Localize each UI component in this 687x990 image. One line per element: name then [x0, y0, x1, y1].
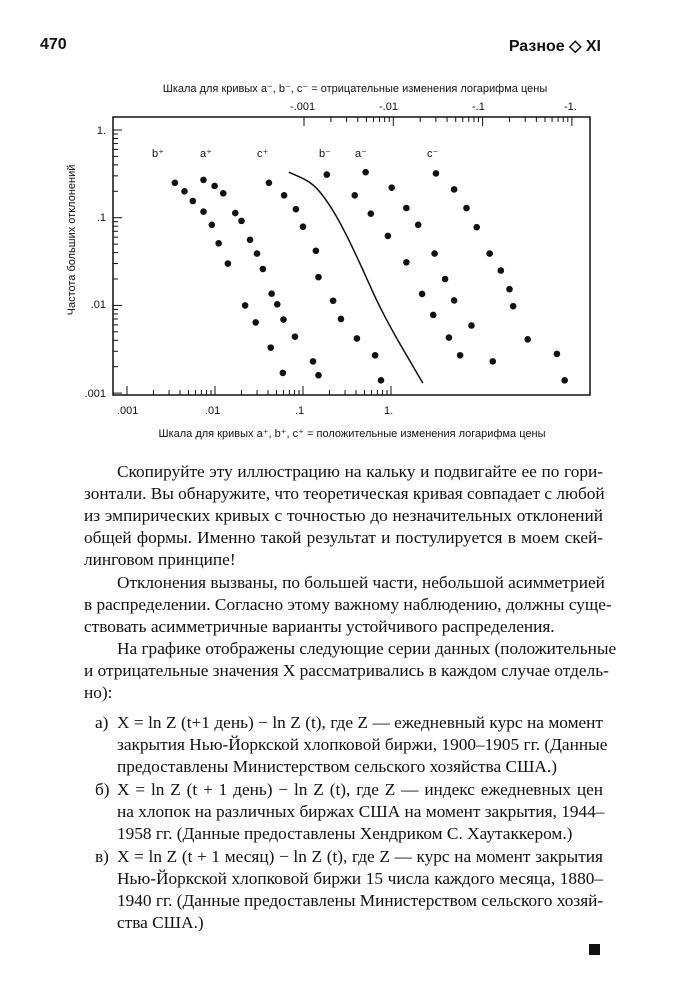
body-text-line: зонтали. Вы обнаружите, что теоретическая кривая совпадает с любой — [84, 484, 605, 503]
data-point-c- — [510, 303, 517, 310]
body-text-line: На графике отображены следующие серии данных (положительные — [117, 639, 617, 658]
data-point-b+ — [209, 221, 216, 228]
data-point-c- — [473, 224, 480, 231]
data-point-a- — [403, 205, 410, 212]
data-point-b+ — [172, 180, 179, 187]
data-point-a+ — [232, 210, 239, 217]
data-point-a+ — [268, 290, 275, 297]
list-item-marker: в) — [95, 847, 109, 866]
data-point-b+ — [225, 260, 232, 267]
series-label-b+: b⁺ — [152, 148, 164, 160]
data-point-c- — [486, 250, 493, 257]
chart-y-axis-label: Частота больших отклонений — [66, 164, 78, 316]
data-point-a- — [388, 184, 395, 191]
body-text-line: Отклонения вызваны, по большей части, небольшой асимметрией — [117, 573, 605, 592]
x-bottom-tick-label: .1 — [295, 405, 305, 417]
data-point-a+ — [254, 250, 261, 257]
data-point-b- — [385, 233, 392, 240]
x-top-tick-label: -.01 — [379, 101, 398, 113]
list-item-line: предоставлены Министерством сельского хозяйства США.) — [117, 757, 557, 776]
data-point-c+ — [338, 316, 345, 323]
series-label-a+: a⁺ — [200, 148, 212, 160]
list-item-line: Нью-Йоркской хлопковой биржи 15 числа каждого месяца, 1880– — [117, 869, 603, 888]
body-text-line: из эмпирических кривых с точностью до незначительных отклонений — [84, 506, 603, 525]
x-top-tick-label: -.001 — [290, 101, 316, 113]
x-top-tick-label: -.1 — [472, 101, 485, 113]
data-point-a- — [468, 322, 475, 329]
list-item-line: 1940 гг. (Данные предоставлены Министерством сельского хозяй- — [117, 891, 604, 910]
data-point-c+ — [266, 180, 273, 187]
end-of-section-mark — [589, 944, 600, 955]
data-point-a- — [442, 276, 449, 283]
list-item-line: ства США.) — [117, 913, 204, 932]
data-point-b+ — [267, 344, 274, 351]
data-point-a+ — [280, 316, 287, 323]
data-point-a+ — [220, 190, 227, 197]
series-label-c+: c⁺ — [257, 148, 269, 160]
data-point-c+ — [313, 247, 320, 254]
data-point-b+ — [215, 240, 222, 247]
y-tick-label: 1. — [96, 125, 106, 137]
chart-top-axis-label: Шкала для кривых a⁻, b⁻, c⁻ = отрицательные изменения логарифма цены — [162, 83, 548, 95]
x-top-tick-label: -1. — [564, 101, 577, 113]
body-text-line: Скопируйте эту иллюстрацию на кальку и подвигайте ее по гори- — [117, 462, 603, 481]
data-point-c- — [463, 205, 470, 212]
data-point-c- — [433, 170, 440, 177]
data-point-b- — [323, 171, 330, 178]
running-header-section: Разное ◇ XI — [508, 38, 601, 55]
plot-frame — [113, 117, 590, 395]
chart — [0, 0, 687, 450]
body-text-line: в распределении. Согласно этому важному наблюдению, должны суще- — [84, 595, 612, 614]
data-point-b- — [419, 291, 426, 298]
y-tick-label: .001 — [84, 388, 106, 400]
body-text-line: и отрицательные значения X рассматривались в каждом случае отдель- — [84, 661, 609, 680]
list-item-marker: а) — [95, 713, 109, 732]
body-text-line: ствовать асимметричные варианты устойчивого распределения. — [84, 617, 555, 636]
data-point-a+ — [200, 177, 207, 184]
data-point-c+ — [281, 192, 288, 199]
data-point-a- — [362, 169, 369, 176]
data-point-b- — [403, 259, 410, 266]
data-point-b- — [368, 210, 375, 217]
list-item-line: закрытия Нью-Йоркской хлопковой биржи, 1900–1905 гг. (Данные — [117, 735, 608, 754]
y-tick-label: .1 — [96, 212, 106, 224]
list-item-line: на хлопок на различных биржах США на момент закрытия, 1944– — [117, 802, 605, 821]
data-point-c+ — [354, 335, 361, 342]
series-label-b-: b⁻ — [319, 148, 331, 160]
data-point-a+ — [274, 301, 281, 308]
data-point-b- — [430, 312, 437, 319]
data-point-b+ — [200, 208, 207, 215]
y-tick-label: .01 — [90, 299, 106, 311]
page-number: 470 — [40, 36, 67, 53]
data-point-b+ — [252, 319, 259, 326]
series-label-c-: c⁻ — [427, 148, 439, 160]
data-point-c- — [554, 351, 561, 358]
data-point-a- — [415, 221, 422, 228]
data-point-b+ — [242, 302, 249, 309]
data-point-a+ — [315, 372, 322, 379]
data-point-b- — [457, 352, 464, 359]
data-point-c- — [506, 286, 513, 293]
data-point-c+ — [372, 352, 379, 359]
data-point-c+ — [378, 377, 385, 384]
list-item-line: 1958 гг. (Данные предоставлены Хендриком С. Хаутаккером.) — [117, 824, 573, 843]
x-bottom-tick-label: .001 — [117, 405, 139, 417]
data-point-a- — [431, 250, 438, 257]
x-bottom-tick-label: 1. — [384, 405, 394, 417]
body-text-line: общей формы. Именно такой результат и постулируется в моем скей- — [84, 528, 603, 547]
data-point-c- — [498, 267, 505, 274]
data-point-b+ — [280, 370, 287, 377]
data-point-a- — [451, 297, 458, 304]
data-point-b+ — [190, 198, 197, 205]
data-point-a+ — [238, 218, 245, 225]
data-point-a+ — [247, 236, 254, 243]
body-text-line: но): — [84, 683, 113, 702]
data-point-b- — [446, 334, 453, 341]
data-point-c+ — [300, 223, 307, 230]
data-point-b- — [351, 192, 358, 199]
data-point-a- — [489, 358, 496, 365]
list-item-line: X = ln Z (t+1 день) − ln Z (t), где Z — ежедневный курс на момент — [117, 713, 603, 732]
chart-x-axis-label: Шкала для кривых a⁺, b⁺, c⁺ = положительные изменения логарифма цены — [158, 428, 546, 440]
theoretical-curve — [289, 172, 423, 383]
series-label-a-: a⁻ — [355, 148, 367, 160]
data-point-a+ — [260, 266, 267, 273]
data-point-c- — [524, 336, 531, 343]
body-text-line: линговом принципе! — [84, 550, 236, 569]
data-point-a+ — [211, 183, 218, 190]
list-item-line: X = ln Z (t + 1 день) − ln Z (t), где Z — индекс ежедневных цен — [117, 780, 603, 799]
data-point-a+ — [310, 358, 317, 365]
list-item-line: X = ln Z (t + 1 месяц) − ln Z (t), где Z — курс на момент закрытия — [117, 847, 603, 866]
data-point-c+ — [330, 297, 337, 304]
data-point-c- — [561, 377, 568, 384]
data-point-c+ — [315, 274, 322, 281]
data-point-b+ — [181, 188, 188, 195]
data-point-c+ — [293, 206, 300, 213]
list-item-marker: б) — [95, 780, 110, 799]
data-point-a+ — [292, 333, 299, 340]
data-point-c- — [451, 186, 458, 193]
x-bottom-tick-label: .01 — [205, 405, 221, 417]
